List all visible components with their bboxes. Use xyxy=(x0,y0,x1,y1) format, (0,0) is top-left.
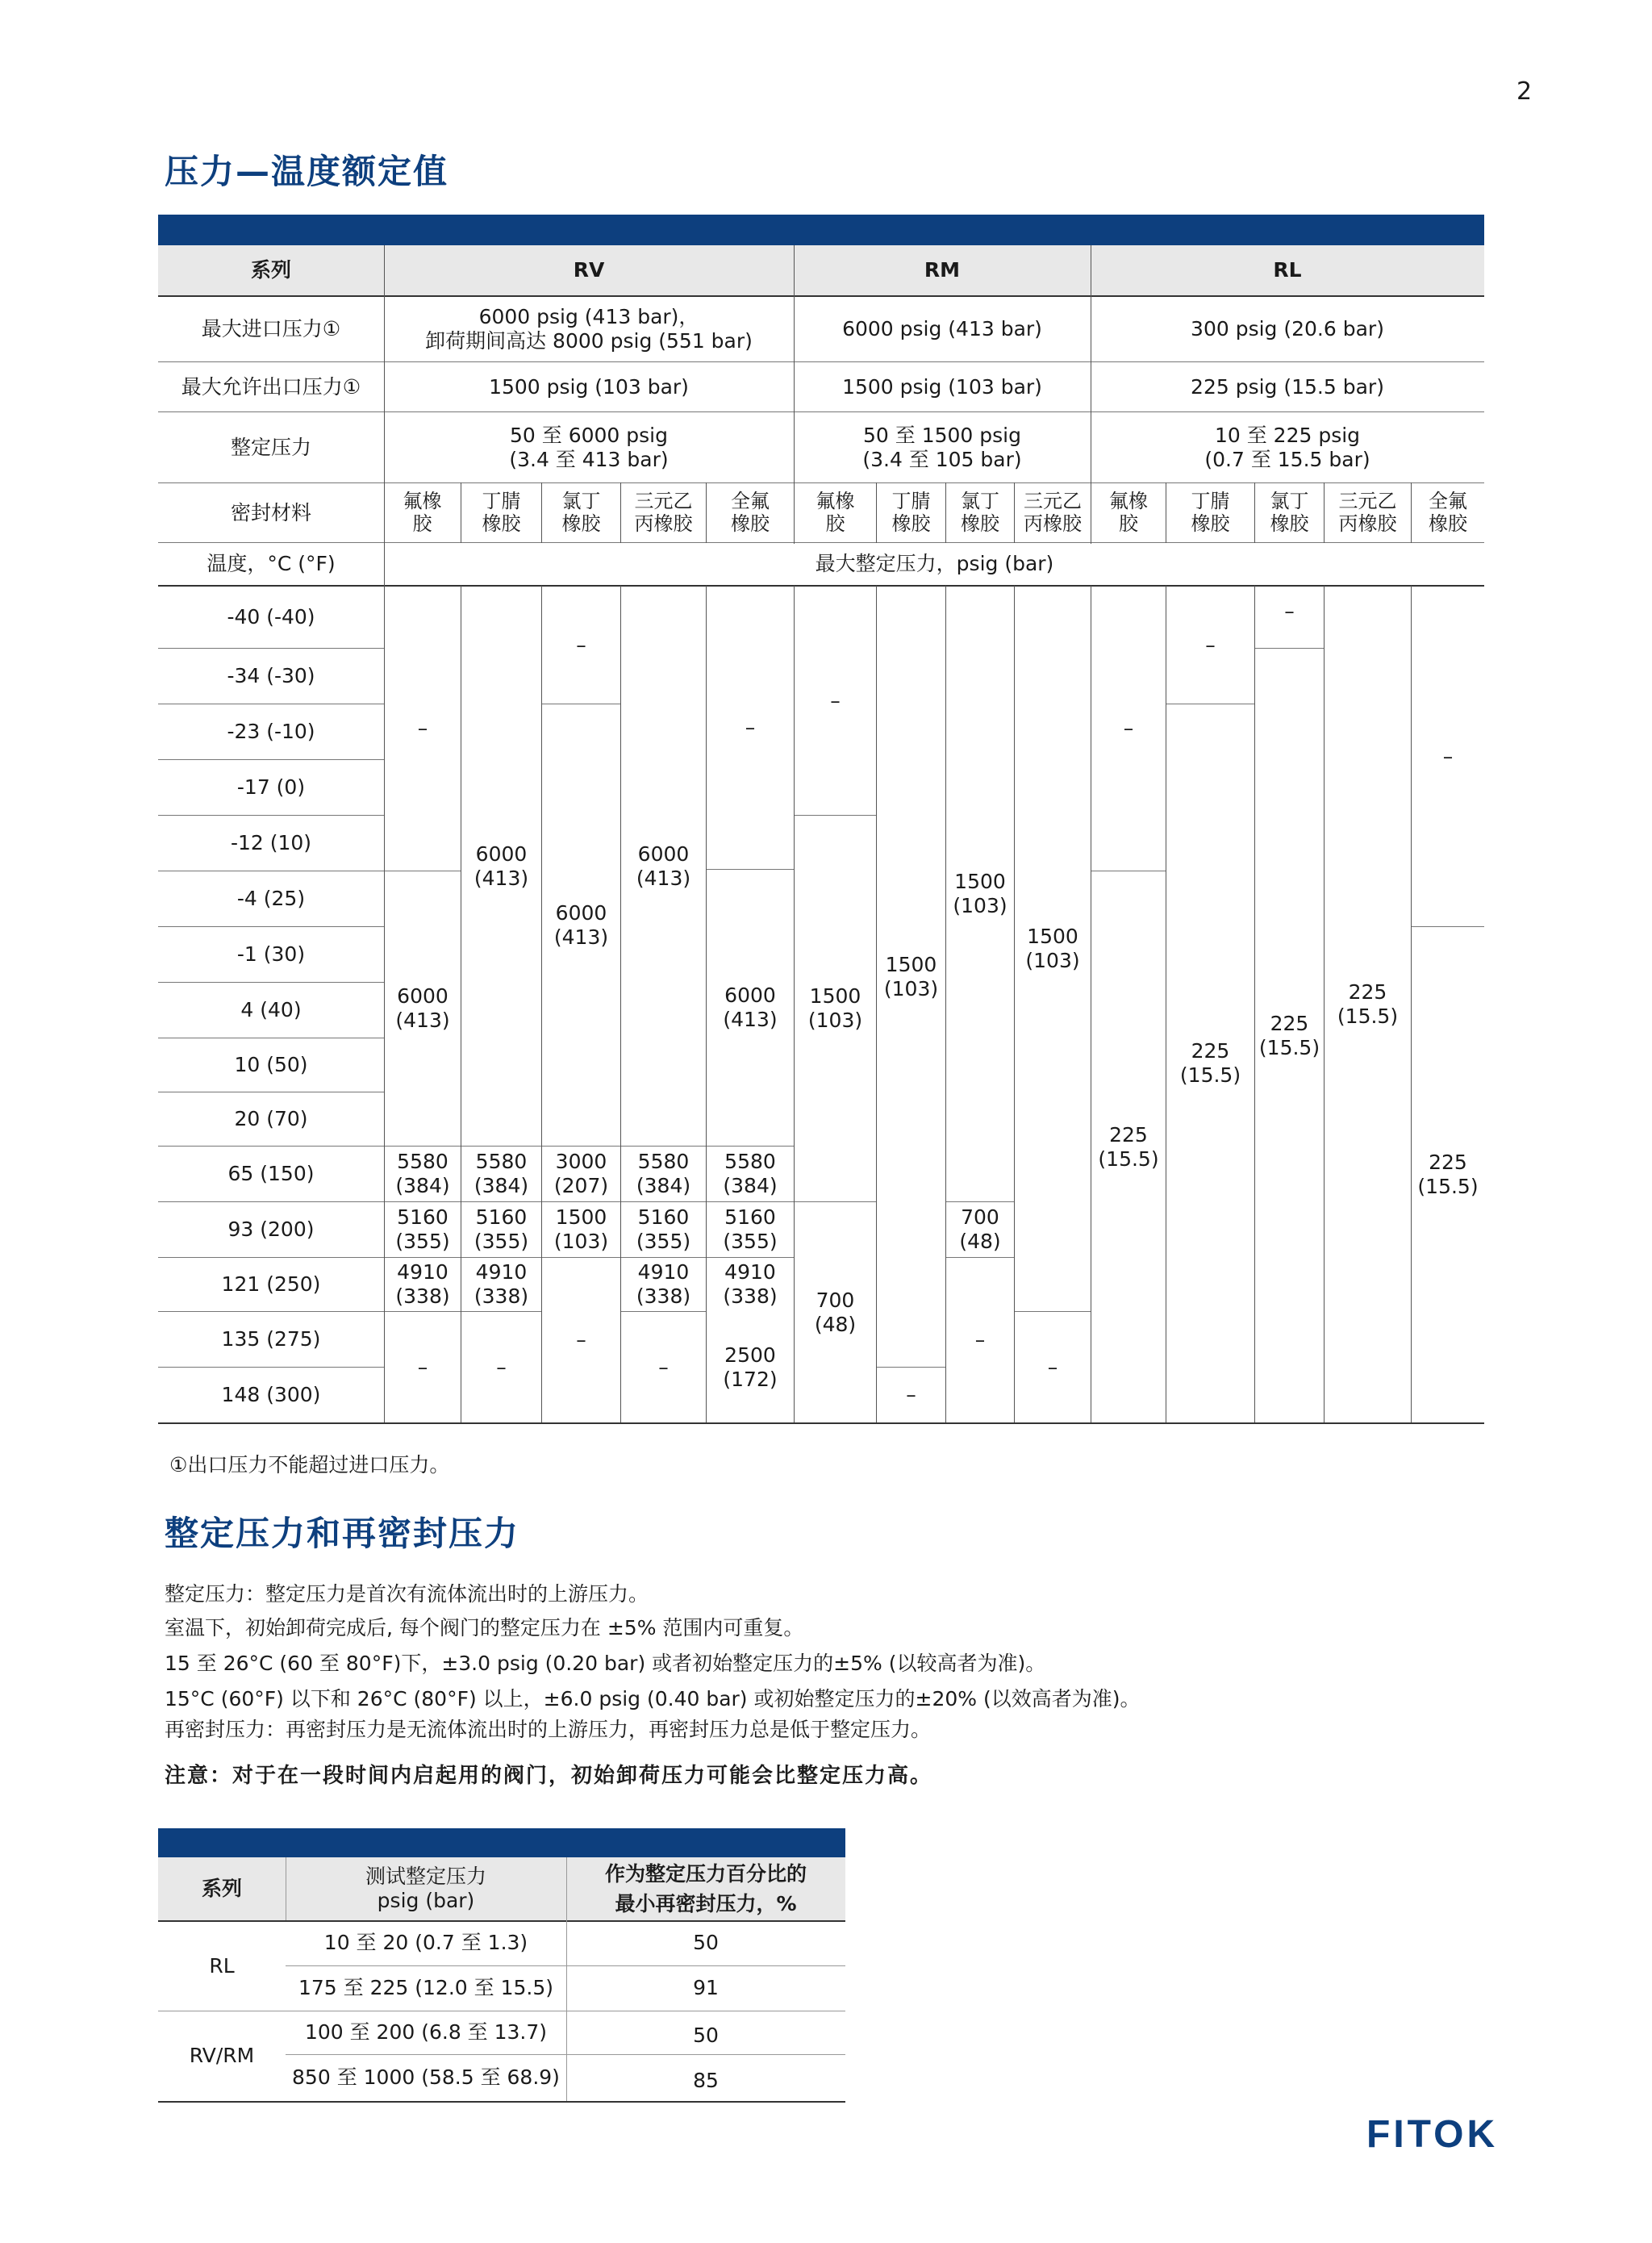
rv-ffkm-5580: 5580 (384) xyxy=(723,1150,778,1197)
seal-rv-1: 氟橡 胶 xyxy=(403,489,442,535)
temp-row-label: -1 (30) xyxy=(236,942,306,966)
table2-row-percent: 85 xyxy=(693,2069,719,2092)
seal-rl-4: 三元乙 丙橡胶 xyxy=(1338,489,1397,535)
rv-nbr-dash: – xyxy=(496,1355,507,1379)
section-title-set-reseal: 整定压力和再密封压力 xyxy=(165,1514,520,1553)
seal-rv-4: 三元乙 丙橡胶 xyxy=(634,489,693,535)
rv-fkm-dash: – xyxy=(417,716,428,740)
page-number: 2 xyxy=(1516,77,1533,106)
rm-max-outlet: 1500 psig (103 bar) xyxy=(842,374,1042,399)
temp-row-label: -4 (25) xyxy=(236,887,306,910)
series-header-label: 系列 xyxy=(250,258,291,282)
rv-epdm-5160: 5160 (355) xyxy=(636,1205,691,1253)
rv-nbr-4910: 4910 (338) xyxy=(473,1260,529,1308)
rv-fkm-5160: 5160 (355) xyxy=(395,1205,450,1253)
temp-row-label: 20 (70) xyxy=(234,1107,308,1130)
rv-ffkm-2500: 2500 (172) xyxy=(723,1343,778,1391)
rv-cr-3000: 3000 (207) xyxy=(553,1150,609,1197)
rv-fkm-5580: 5580 (384) xyxy=(395,1150,450,1197)
seal-rl-5: 全氟 橡胶 xyxy=(1429,489,1467,535)
rm-cr-dash: – xyxy=(974,1328,986,1351)
label-max-inlet: 最大进口压力① xyxy=(201,316,341,340)
rv-nbr-5160: 5160 (355) xyxy=(473,1205,529,1253)
seal-rm-4: 三元乙 丙橡胶 xyxy=(1024,489,1082,535)
rv-fkm-6000: 6000 (413) xyxy=(395,984,450,1032)
rl-fkm-dash: – xyxy=(1123,716,1134,740)
table2-row-percent: 91 xyxy=(693,1976,719,1999)
table2-row-percent: 50 xyxy=(693,1931,719,1954)
rv-epdm-6000: 6000 (413) xyxy=(636,842,691,890)
rl-ffkm-225: 225 (15.5) xyxy=(1417,1151,1479,1198)
rv-fkm-dash-high: – xyxy=(417,1355,428,1379)
rl-max-inlet: 300 psig (20.6 bar) xyxy=(1191,316,1384,340)
rv-ffkm-6000: 6000 (413) xyxy=(723,984,778,1031)
section-title-pressure-temperature: 压力—温度额定值 xyxy=(165,152,449,191)
table2-header-min-reseal: 作为整定压力百分比的 最小再密封压力，% xyxy=(604,1861,807,1915)
footnote: ①出口压力不能超过进口压力。 xyxy=(169,1453,450,1477)
rv-cr-6000: 6000 (413) xyxy=(553,900,609,949)
rm-epdm-1500: 1500 (103) xyxy=(1025,925,1080,972)
rm-cr-700: 700 (48) xyxy=(959,1205,1001,1253)
rl-max-outlet: 225 psig (15.5 bar) xyxy=(1191,374,1384,399)
rv-epdm-4910: 4910 (338) xyxy=(636,1260,691,1308)
rl-cr-dash: – xyxy=(1284,599,1295,623)
paragraph: 15°C (60°F) 以下和 26°C (80°F) 以上，±6.0 psig (0.40 bar) 或初始整定压力的±20% (以效高者为准)。 xyxy=(165,1687,1141,1710)
table2-header-test-pressure: 测试整定压力 psig (bar) xyxy=(365,1865,486,1912)
temp-row-label: -17 (0) xyxy=(236,775,306,799)
temp-row-label: 10 (50) xyxy=(234,1053,308,1076)
table2-header-bar xyxy=(158,1828,845,1857)
seal-rl-1: 氟橡 胶 xyxy=(1109,489,1148,535)
rm-nbr-1500: 1500 (103) xyxy=(883,952,939,1000)
series-rv: RV xyxy=(573,258,605,282)
rm-cr-1500: 1500 (103) xyxy=(953,870,1007,917)
seal-rv-3: 氯丁 橡胶 xyxy=(561,489,601,535)
temp-row-label: 65 (150) xyxy=(227,1162,315,1185)
temp-row-label: -12 (10) xyxy=(230,831,312,854)
label-seal-material: 密封材料 xyxy=(230,500,311,524)
temp-row-label: 4 (40) xyxy=(240,998,302,1021)
table2-header-series: 系列 xyxy=(201,1877,242,1900)
paragraph: 整定压力：整定压力是首次有流体流出时的上游压力。 xyxy=(165,1582,649,1606)
table2-row-percent: 50 xyxy=(693,2024,719,2047)
rv-ffkm-5160: 5160 (355) xyxy=(723,1205,778,1253)
fitok-logo: FITOK xyxy=(1366,2113,1499,2156)
rv-nbr-6000: 6000 (413) xyxy=(473,842,529,890)
table2-row-pressure: 10 至 20 (0.7 至 1.3) xyxy=(323,1931,528,1954)
temp-row-label: -34 (-30) xyxy=(227,664,315,687)
rv-max-inlet: 6000 psig (413 bar)， 卸荷期间高达 8000 psig (551 bar) xyxy=(425,304,753,353)
rl-cr-225: 225 (15.5) xyxy=(1258,1011,1320,1059)
paragraph: 再密封压力：再密封压力是无流体流出时的上游压力，再密封压力总是低于整定压力。 xyxy=(165,1718,932,1741)
temp-row-label: 135 (275) xyxy=(221,1327,321,1351)
max-set-pressure-header: 最大整定压力，psig (bar) xyxy=(815,552,1054,575)
table-header-bar xyxy=(158,215,1484,245)
rv-ffkm-dash: – xyxy=(745,716,756,739)
rl-set-pressure: 10 至 225 psig (0.7 至 15.5 bar) xyxy=(1204,423,1370,471)
note: 注意：对于在一段时间内启起用的阀门，初始卸荷压力可能会比整定压力高。 xyxy=(165,1764,933,1788)
rv-epdm-5580: 5580 (384) xyxy=(636,1150,691,1197)
table2-series-rvrm: RV/RM xyxy=(189,2044,255,2067)
rm-max-inlet: 6000 psig (413 bar) xyxy=(842,316,1042,340)
rv-cr-1500: 1500 (103) xyxy=(553,1205,609,1253)
rm-fkm-1500: 1500 (103) xyxy=(807,984,863,1032)
seal-rm-3: 氯丁 橡胶 xyxy=(961,489,999,535)
rv-epdm-dash: – xyxy=(658,1355,669,1379)
rv-cr-dash: – xyxy=(576,633,586,657)
series-rl: RL xyxy=(1273,258,1302,282)
label-temperature: 温度，°C (°F) xyxy=(206,552,336,575)
seal-rm-1: 氟橡 胶 xyxy=(816,489,855,535)
label-max-outlet: 最大允许出口压力① xyxy=(181,374,361,399)
table2-series-rl: RL xyxy=(209,1954,235,1978)
rv-ffkm-4910: 4910 (338) xyxy=(723,1260,778,1308)
rm-nbr-dash: – xyxy=(906,1383,916,1406)
temp-row-label: -40 (-40) xyxy=(227,605,315,629)
rv-nbr-5580: 5580 (384) xyxy=(473,1150,529,1197)
rl-epdm-225: 225 (15.5) xyxy=(1337,980,1399,1028)
rm-fkm-dash: – xyxy=(830,688,841,712)
table-bottom-rule xyxy=(158,1422,1484,1424)
temp-row-label: 93 (200) xyxy=(227,1218,315,1241)
table2-row-pressure: 100 至 200 (6.8 至 13.7) xyxy=(304,2020,548,2044)
table2-row-pressure: 175 至 225 (12.0 至 15.5) xyxy=(298,1976,553,1999)
paragraph: 室温下，初始卸荷完成后, 每个阀门的整定压力在 ±5% 范围内可重复。 xyxy=(165,1616,804,1639)
rv-cr-dash-high: – xyxy=(576,1328,586,1351)
seal-rv-5: 全氟 橡胶 xyxy=(731,489,770,535)
rm-epdm-dash: – xyxy=(1047,1355,1058,1379)
rl-nbr-225: 225 (15.5) xyxy=(1179,1039,1241,1087)
table2-row-pressure: 850 至 1000 (58.5 至 68.9) xyxy=(292,2065,560,2089)
temp-row-label: 121 (250) xyxy=(221,1272,321,1296)
rm-set-pressure: 50 至 1500 psig (3.4 至 105 bar) xyxy=(862,423,1022,471)
temp-row-label: -23 (-10) xyxy=(227,720,315,743)
temp-row-label: 148 (300) xyxy=(221,1383,321,1406)
seal-rv-2: 丁腈 橡胶 xyxy=(482,489,521,535)
series-rm: RM xyxy=(924,258,961,282)
rm-fkm-700: 700 (48) xyxy=(814,1288,857,1336)
rl-fkm-225: 225 (15.5) xyxy=(1098,1122,1159,1171)
rl-ffkm-dash: – xyxy=(1442,744,1454,768)
paragraph: 15 至 26°C (60 至 80°F)下，±3.0 psig (0.20 bar) 或者初始整定压力的±5% (以较高者为准)。 xyxy=(165,1652,1046,1675)
seal-rl-3: 氯丁 橡胶 xyxy=(1270,489,1309,535)
rv-set-pressure: 50 至 6000 psig (3.4 至 413 bar) xyxy=(509,423,669,471)
rv-max-outlet: 1500 psig (103 bar) xyxy=(489,374,689,399)
label-set-pressure: 整定压力 xyxy=(230,435,311,459)
seal-rm-2: 丁腈 橡胶 xyxy=(891,489,931,535)
rl-nbr-dash: – xyxy=(1205,633,1216,657)
seal-rl-2: 丁腈 橡胶 xyxy=(1191,489,1230,535)
rv-fkm-4910: 4910 (338) xyxy=(395,1260,450,1308)
